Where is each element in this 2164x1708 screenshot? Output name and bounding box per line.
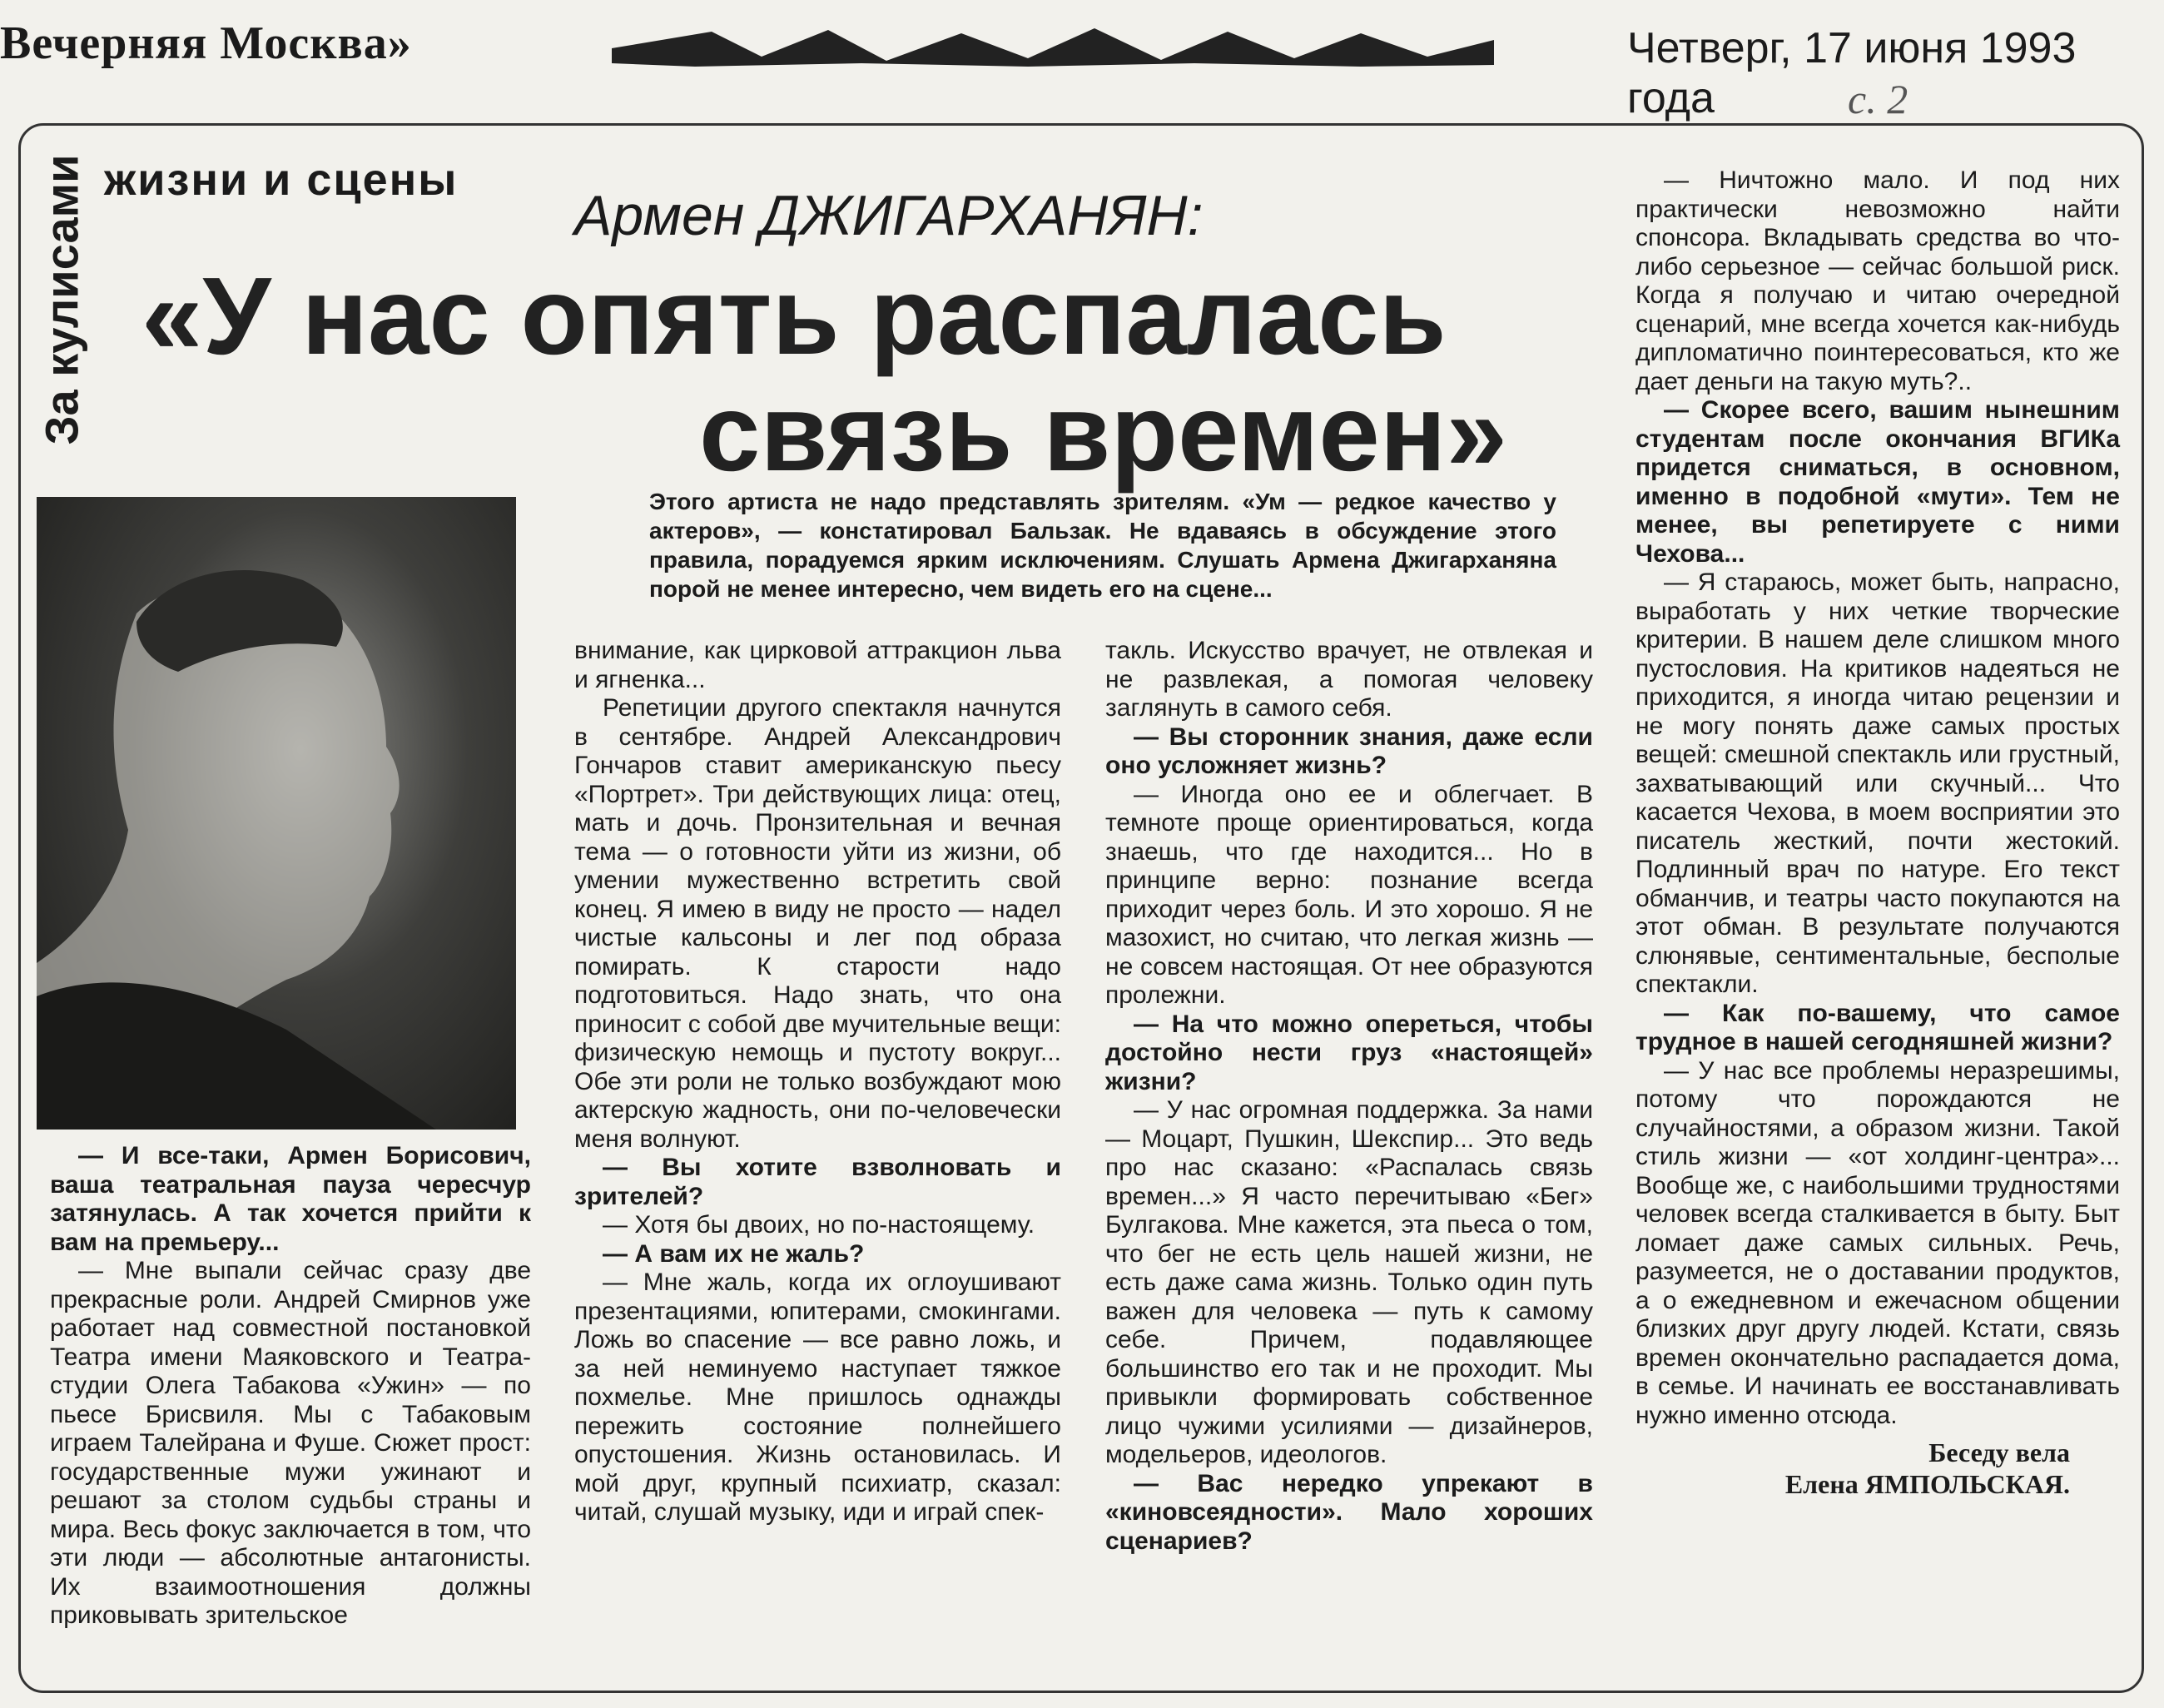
question: — Вы сторонник знания, даже если оно усложняет жизнь?	[1105, 722, 1593, 779]
rubric-side	[35, 154, 88, 445]
paragraph: — Я стараюсь, может быть, напрасно, выработать у них четкие творческие критерии. В нашем деле слишком много пустословия. На критиков надеяться не приходится, я иногда читаю рецензии и не могу понять даже самых простых вещей: смешной спектакль или грустный, захватывающий или скучный... Что касается Чехова, в моем восприятии это писатель жесткий, почти жестокий. Подлинный врач по натуре. Его текст обманчив, и театры часто покупаются на этот обман. В результате получаются слюнявые, сентиментальные, бесполые спектакли.	[1635, 569, 2120, 998]
text-column-2	[574, 637, 1061, 1527]
question: — А вам их не жаль?	[603, 1239, 865, 1268]
text-column-1	[50, 1142, 531, 1631]
issue-date: Четверг, 17 июня 1993 года	[1627, 24, 2077, 122]
question: — Вас нередко упрекают в «киновсеядности». Мало хороших сценариев?	[1105, 1469, 1593, 1555]
paragraph: — Хотя бы двоих, но по-настоящему.	[603, 1211, 1035, 1239]
paragraph: — И все-таки, Армен Борисович, ваша театральная пауза чересчур затянулась. А так хочется прийти к вам на премьеру...	[50, 1142, 531, 1256]
text-column-3	[1105, 637, 1593, 1556]
handwritten-page-note: с. 2	[1848, 76, 1908, 122]
paragraph: — Ничтожно мало. И под них практически невозможно найти спонсора. Вкладывать средства во что-либо серьезное — сейчас большой риск. Когда я получаю и читаю очередной сценарий, мне всегда хочется как-нибудь дипломатично поинтересоваться, кто же дает деньги на такую муть?..	[1635, 166, 2120, 395]
paragraph: — У нас все проблемы неразрешимы, потому что порождаются не случайностями, а образом жизни. Такой стиль жизни — «от холдинг-центра»... Вообще же, с наибольшими трудностями человек всегда сталкивается в быту. Быт ломает даже самых сильных. Речь, разумеется, не о доставании продуктов, а о ежедневном и ежечасном общении близких друг другу людей. Кстати, связь времен окончательно распадается дома, в семье. И начинать ее восстанавливать нужно именно отсюда.	[1635, 1056, 2120, 1429]
paragraph: — Мне выпали сейчас сразу две прекрасные роли. Андрей Смирнов уже работает над совместной постановкой Театра имени Маяковского и Театра-студии Олега Табакова «Ужин» — по пьесе Брисвиля. Мы с Табаковым играем Талейрана и Фуше. Сюжет прост: государственные мужи ужинают и решают за столом судьбы страны и мира. Весь фокус заключается в том, что эти люди — абсолютные антагонисты. Их взаимоотношения должны приковывать зрительское	[50, 1257, 531, 1629]
rubric-side-label: За кулисами	[35, 154, 88, 445]
question: — Вы хотите взволновать и зрителей?	[574, 1154, 1061, 1210]
rubric-top: жизни и сцены	[104, 155, 459, 205]
question: — Скорее всего, вашим нынешним студентам после окончания ВГИКа придется сниматься, в основном, именно в подобной «мути». Тем не менее, вы репетируете с ними Чехова...	[1635, 396, 2120, 568]
article-lead: Этого артиста не надо представлять зрителям. «Ум — редкое качество у актеров», — констатировал Бальзак. Не вдаваясь в обсуждение этого правила, порадуемся ярким исключениям. Слушать Армена Джигарханяна порой не менее интересно, чем видеть его на сцене...	[649, 489, 1556, 602]
text-column-4	[1635, 166, 2120, 1500]
headline-line-2: связь времен»	[699, 371, 1507, 494]
paragraph: — Мне жаль, когда их оглоушивают презентациями, юпитерами, смокингами. Ложь во спасение — все равно ложь, и за ней неминуемо наступает тяжкое похмелье. Мне пришлось однажды пережить состояние полнейшего опустошения. Жизнь остановилась. И мой друг, крупный психиатр, сказал: читай, слушай музыку, иди и играй спек-	[574, 1269, 1061, 1526]
question: — На что можно опереться, чтобы достойно нести груз «настоящей» жизни?	[1105, 1010, 1593, 1095]
headline	[141, 255, 1573, 494]
paragraph: такль. Искусство врачует, не отвлекая и не развлекая, а помогая человеку заглянуть в самого себя.	[1105, 637, 1593, 722]
byline	[1635, 1437, 2120, 1500]
headline-line-1: «У нас опять распалась	[141, 255, 1447, 377]
masthead-ornament	[612, 23, 1494, 69]
paragraph: — У нас огромная поддержка. За нами — Моцарт, Пушкин, Шекспир... Это ведь про нас сказано: «Распалась связь времен...» Я часто перечитываю «Бег» Булгакова. Мне кажется, эта пьеса о том, что бег не есть цель нашей жизни, не есть даже сама жизнь. Только один путь важен для человека — путь к самому себе. Причем, подавляющее большинство его так и не проходит. Мы привыкли формировать собственное лицо чужими усилиями — дизайнеров, модельеров, идеологов.	[1105, 1096, 1593, 1468]
masthead: Вечерняя Москва»	[0, 17, 412, 69]
byline-author: Елена ЯМПОЛЬСКАЯ.	[1784, 1469, 2070, 1499]
paragraph: внимание, как цирковой аттракцион льва и ягненка...	[574, 637, 1061, 693]
paragraph: Репетиции другого спектакля начнутся в сентябре. Андрей Александрович Гончаров ставит американскую пьесу «Портрет». Три действующих лица: отец, мать и дочь. Пронзительная и вечная тема — о готовности уйти из жизни, об умении мужественно встретить свой конец. Я имею в виду не просто — надел чистые кальсоны и лег под образа помирать. К старости надо подготовиться. Надо знать, что она приносит с собой две мучительные вещи: физическую немощь и пустоту вокруг... Обе эти роли не только возбуждают мою актерскую жадность, они по-человечески меня волнуют.	[574, 694, 1061, 1153]
portrait-photo	[37, 497, 516, 1130]
paragraph: — Иногда оно ее и облегчает. В темноте проще ориентироваться, когда знаешь, что где находится... Но в принципе верно: познание всегда приходит через боль. И это хорошо. Я не мазохист, но считаю, что легкая жизнь — не совсем настоящая. От нее образуются пролежни.	[1105, 780, 1593, 1009]
interviewee-name: Армен ДЖИГАРХАНЯН:	[574, 184, 1204, 247]
question: — Как по-вашему, что самое трудное в нашей сегодняшней жизни?	[1635, 999, 2120, 1055]
byline-intro: Беседу вела	[1928, 1437, 2070, 1467]
